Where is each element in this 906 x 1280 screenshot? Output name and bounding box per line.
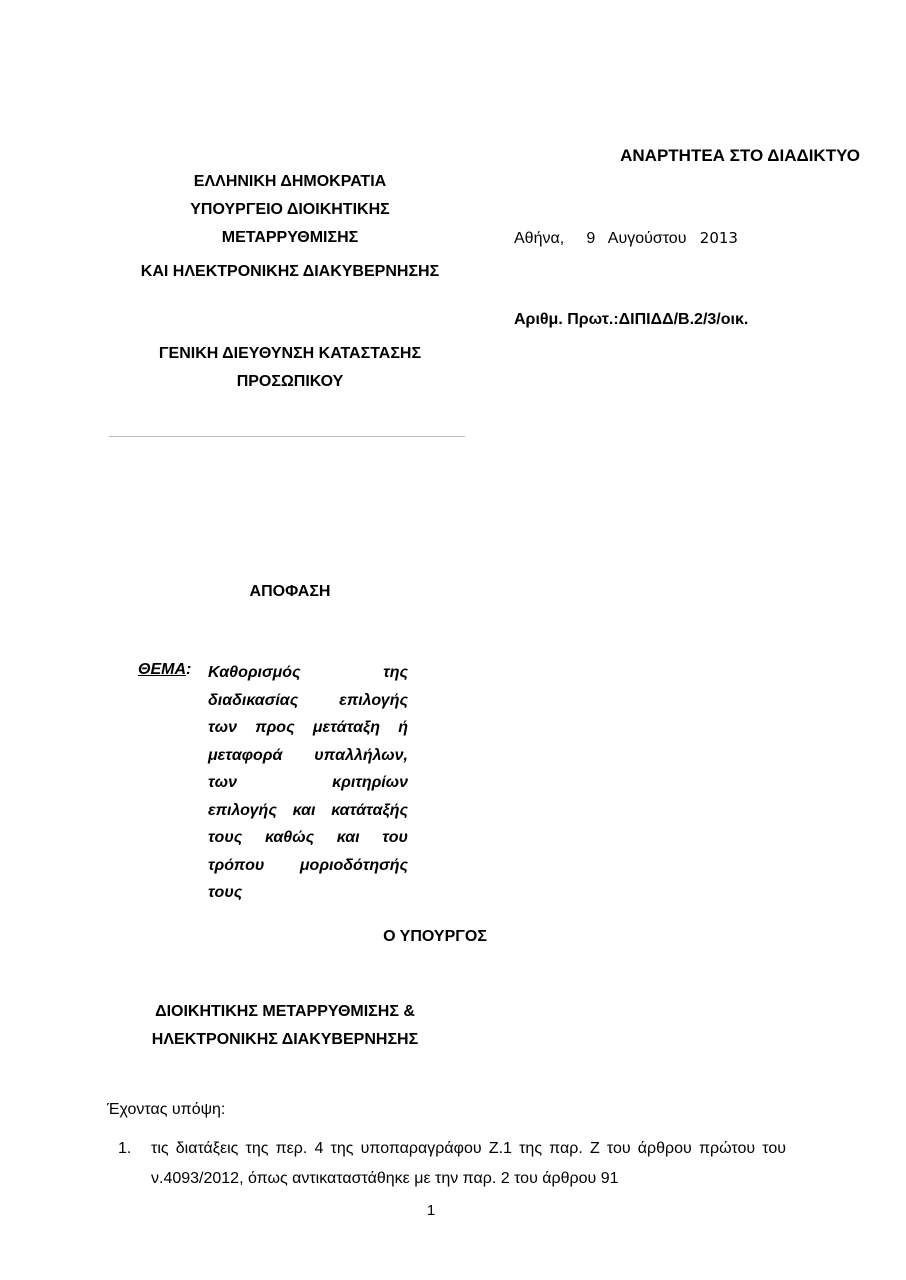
subject-label-colon: : <box>186 661 192 678</box>
header-line-republic: ΕΛΛΗΝΙΚΗ ΔΗΜΟΚΡΑΤΙΑ <box>193 173 387 190</box>
protocol-number: Αριθμ. Πρωτ.:ΔΙΠΙΔΔ/Β.2/3/οικ. <box>514 311 749 328</box>
subject-label-text: ΘΕΜΑ <box>138 661 186 678</box>
list-item-text: τις διατάξεις της περ. 4 της υποπαραγράφου Ζ.1 της παρ. Ζ του άρθρου πρώτου του ν.4093/2012, όπως αντικαταστάθηκε με την παρ. 2 του άρθρου 91 <box>151 1140 786 1187</box>
date-year: 2013 <box>699 229 738 247</box>
subject-line: διαδικασίας επιλογής <box>208 691 408 709</box>
subject-line: Καθορισμός της <box>208 664 408 681</box>
list-item-number: 1. <box>118 1140 132 1157</box>
directorate-line-1: ΓΕΝΙΚΗ ΔΙΕΥΘΥΝΣΗ ΚΑΤΑΣΤΑΣΗΣ <box>158 345 422 362</box>
minister-heading: Ο ΥΠΟΥΡΓΟΣ <box>383 928 487 945</box>
subject-line: επιλογής και κατάταξής <box>208 801 408 819</box>
header-line-egovernance: ΚΑΙ ΗΛΕΚΤΡΟΝΙΚΗΣ ΔΙΑΚΥΒΕΡΝΗΣΗΣ <box>140 263 440 280</box>
header-divider <box>109 436 465 437</box>
subject-line: μεταφορά υπαλλήλων, <box>208 746 408 764</box>
date-day: 9 <box>586 230 596 247</box>
header-line-ministry: ΥΠΟΥΡΓΕΙΟ ΔΙΟΙΚΗΤΙΚΗΣ <box>190 201 390 218</box>
ministry-name-line-1: ΔΙΟΙΚΗΤΙΚΗΣ ΜΕΤΑΡΡΥΘΜΙΣΗΣ & <box>155 1003 415 1020</box>
header-line-reform: ΜΕΤΑΡΡΥΘΜΙΣΗΣ <box>221 229 359 246</box>
decision-title: ΑΠΟΦΑΣΗ <box>249 583 331 600</box>
subject-text <box>208 659 408 907</box>
date-city: Αθήνα, <box>514 230 565 247</box>
considering-intro: Έχοντας υπόψη: <box>107 1101 226 1118</box>
date-month: Αυγούστου <box>607 230 687 247</box>
subject-line: τους καθώς και του <box>208 829 408 846</box>
subject-line: των προς μετάταξη ή <box>208 719 408 736</box>
online-posting-notice: ΑΝΑΡΤΗΤΕΑ ΣΤΟ ΔΙΑΔΙΚΤΥΟ <box>620 146 860 165</box>
subject-label <box>138 661 191 679</box>
directorate-header <box>110 340 470 396</box>
issuer-header <box>110 168 470 286</box>
directorate-line-2: ΠΡΟΣΩΠΙΚΟΥ <box>236 373 344 390</box>
ministry-name-line-2: ΗΛΕΚΤΡΟΝΙΚΗΣ ΔΙΑΚΥΒΕΡΝΗΣΗΣ <box>151 1031 419 1048</box>
subject-line: τους <box>208 884 243 901</box>
ministry-name <box>110 998 460 1054</box>
subject-line: τρόπου μοριοδότησής <box>208 856 408 874</box>
page-number: 1 <box>426 1202 436 1219</box>
subject-line: των κριτηρίων <box>208 774 408 791</box>
date-line <box>514 229 738 248</box>
